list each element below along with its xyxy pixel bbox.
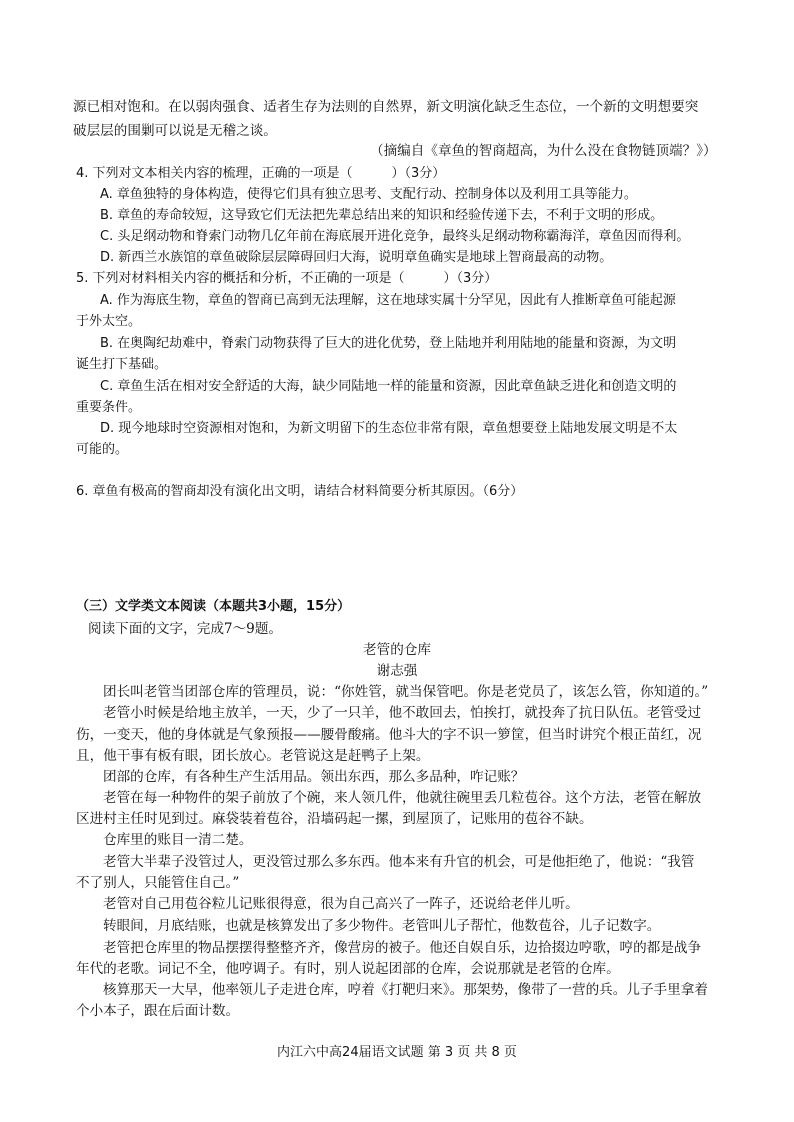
story-paragraph: 年代的老歌。词记不全，他哼调子。有时，别人说起团部的仓库，会说那就是老管的仓库。 bbox=[76, 961, 620, 977]
question-5-option-b: B. 在奥陶纪劫难中，脊索门动物获得了巨大的进化优势，登上陆地并利用陆地的能量和资源，为文明 bbox=[100, 336, 677, 351]
question-4-option-c: C. 头足纲动物和脊索门动物几亿年前在海底展开进化竞争，最终头足纲动物称霸海洋，章鱼因而得利。 bbox=[100, 229, 690, 244]
story-paragraph: 个小本子，跟在后面计数。 bbox=[76, 1003, 240, 1019]
story-paragraph: 团部的仓库，有各种生产生活用品。领出东西，那么多品种，咋记账？ bbox=[103, 769, 525, 785]
passage-line: 源已相对饱和。在以弱肉强食、适者生存为法则的自然界，新文明演化缺乏生态位，一个新的文明想要突 bbox=[73, 99, 699, 115]
question-5-option-c: C. 章鱼生活在相对安全舒适的大海，缺少同陆地一样的能量和资源，因此章鱼缺乏进化和创造文明的 bbox=[100, 379, 677, 394]
question-4-option-a: A. 章鱼独特的身体构造，使得它们具有独立思考、支配行动、控制身体以及利用工具等能力。 bbox=[100, 187, 637, 202]
question-5-option-c-cont: 重要条件。 bbox=[76, 400, 142, 415]
story-author: 谢志强 bbox=[376, 663, 418, 679]
story-paragraph: 老管大半辈子没管过人，更没管过那么多东西。他本来有升官的机会，可是他拒绝了，他说：“我管 bbox=[103, 854, 695, 870]
question-4-stem: 4. 下列对文本相关内容的梳理，正确的一项是（ ）（3分） bbox=[76, 166, 446, 181]
story-paragraph: 老管小时候是给地主放羊，一天，少了一只羊，他不敢回去，怕挨打，就投奔了抗日队伍。老管受过 bbox=[103, 705, 702, 721]
story-paragraph: 转眼间，月底结账，也就是核算发出了多少物件。老管叫儿子帮忙，他数苞谷，儿子记数字。 bbox=[103, 918, 661, 934]
question-5-stem: 5. 下列对材料相关内容的概括和分析，不正确的一项是（ ）（3分） bbox=[76, 271, 498, 286]
story-title: 老管的仓库 bbox=[363, 642, 431, 658]
question-5-option-d: D. 现今地球时空资源相对饱和，为新文明留下的生态位非常有限，章鱼想要登上陆地发展文明是不太 bbox=[100, 421, 678, 436]
section-heading: （三）文学类文本阅读（本题共3小题，15分） bbox=[76, 599, 351, 614]
story-paragraph: 团长叫老管当团部仓库的管理员，说：“你姓管，就当保管吧。你是老党员了，该怎么管，你知道的。” bbox=[103, 684, 709, 700]
page-footer: 内江六中高24届语文试题 第 3 页 共 8 页 bbox=[277, 1045, 517, 1060]
story-paragraph: 老管对自己用苞谷粒儿记账很得意，很为自己高兴了一阵子，还说给老伴儿听。 bbox=[103, 896, 579, 912]
story-paragraph: 老管在每一种物件的架子前放了个碗，来人领几件，他就往碗里丢几粒苞谷。这个方法，老管在解放 bbox=[103, 790, 702, 806]
question-5-option-d-cont: 可能的。 bbox=[76, 442, 129, 457]
story-paragraph: 不了别人，只能管住自己。” bbox=[76, 875, 240, 891]
question-4-option-b: B. 章鱼的寿命较短，这导致它们无法把先辈总结出来的知识和经验传递下去，不利于文明的形成。 bbox=[100, 208, 664, 223]
question-5-option-a: A. 作为海底生物，章鱼的智商已高到无法理解，这在地球实属十分罕见，因此有人推断章鱼可能起源 bbox=[100, 293, 676, 308]
passage-source: （摘编自《章鱼的智商超高，为什么没在食物链顶端？》） bbox=[370, 143, 717, 159]
story-paragraph: 且，他干事有板有眼，团长放心。老管说这是赶鸭子上架。 bbox=[76, 748, 430, 764]
story-paragraph: 老管把仓库里的物品摆摆得整整齐齐，像营房的被子。他还自娱自乐，边拾掇边哼歌，哼的都是战争 bbox=[103, 940, 702, 956]
story-paragraph: 区进村主任时见到过。麻袋装着苞谷，沿墙码起一摞，到屋顶了，记账用的苞谷不缺。 bbox=[76, 811, 593, 827]
section-instruction: 阅读下面的文字，完成7～9题。 bbox=[88, 621, 283, 637]
story-paragraph: 伤，一变天，他的身体就是气象预报——腰骨酸痛。他斗大的字不识一箩筐，但当时讲究个根正苗红，况 bbox=[76, 727, 702, 743]
question-6-stem: 6. 章鱼有极高的智商却没有演化出文明，请结合材料简要分析其原因。（6分） bbox=[76, 484, 524, 499]
question-5-option-a-cont: 于外太空。 bbox=[76, 314, 142, 329]
question-5-option-b-cont: 诞生打下基础。 bbox=[76, 357, 168, 372]
story-paragraph: 仓库里的账目一清二楚。 bbox=[103, 832, 253, 848]
question-4-option-d: D. 新西兰水族馆的章鱼破除层层障碍回归大海，说明章鱼确实是地球上智商最高的动物。 bbox=[100, 250, 613, 265]
passage-line: 破层层的围剿可以说是无稽之谈。 bbox=[73, 123, 277, 139]
story-paragraph: 核算那天一大早，他率领儿子走进仓库，哼着《打靶归来》。那架势，像带了一营的兵。儿子手里拿着 bbox=[103, 982, 708, 998]
